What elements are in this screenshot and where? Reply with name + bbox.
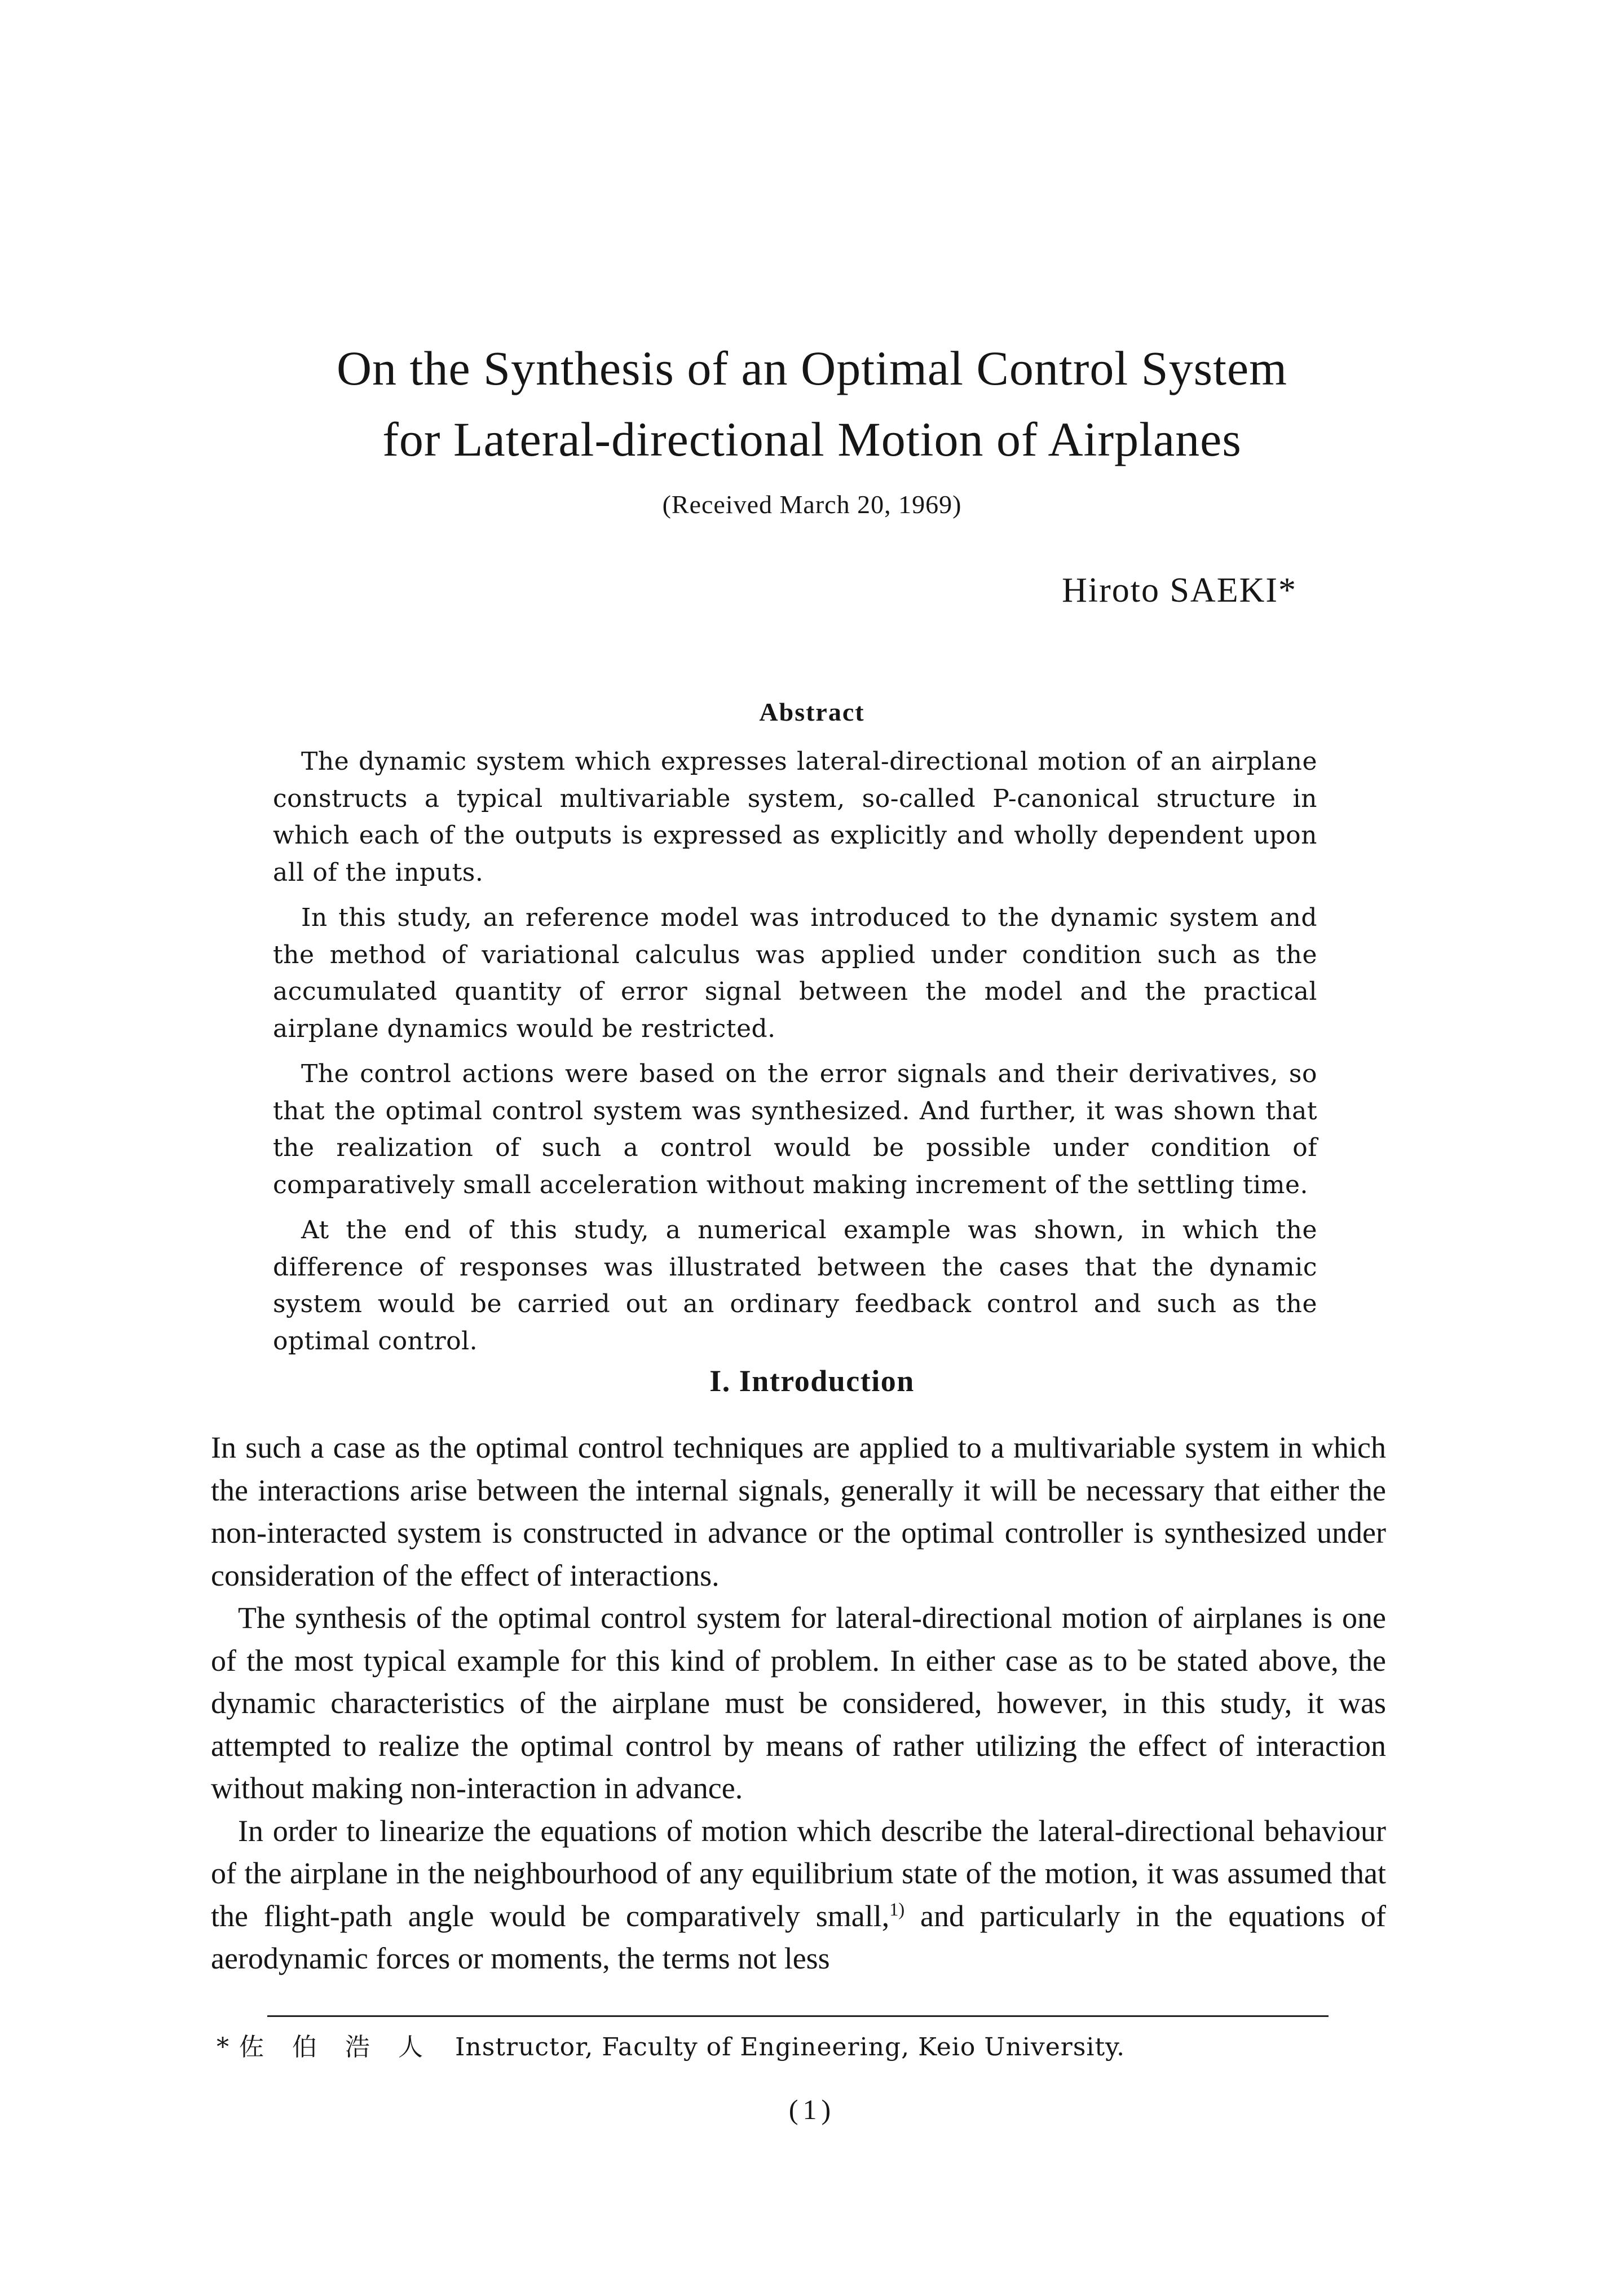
- author-name: Hiroto SAEKI*: [1062, 571, 1297, 610]
- abstract-paragraph: In this study, an reference model was introduced to the dynamic system and the method of variational calculus was applied under condition such as the accumulated quantity of error signal between the model and the practical airplane dynamics would be restricted.: [273, 903, 1317, 1043]
- footnote-affiliation: Instructor, Faculty of Engineering, Keio University.: [454, 2033, 1126, 2062]
- introduction-body: [211, 1427, 1386, 1980]
- abstract-body: [273, 743, 1317, 1368]
- footnote-author-name: *佐 伯 浩 人: [217, 2033, 433, 2062]
- introduction-paragraph: [211, 1810, 1386, 1980]
- paper-title-line-1: On the Synthesis of an Optimal Control System: [336, 341, 1288, 395]
- abstract-paragraph: At the end of this study, a numerical example was shown, in which the difference of responses was illustrated between the cases that the dynamic system would be carried out an ordinary feedback control and such as the optimal control.: [273, 1216, 1317, 1356]
- abstract-paragraph: The dynamic system which expresses lateral-directional motion of an airplane constructs a typical multivariable system, so-called P-canonical structure in which each of the outputs is expressed as explicitly and wholly dependent upon all of the inputs.: [273, 747, 1317, 887]
- received-date: (Received March 20, 1969): [662, 490, 962, 519]
- footnote-divider: [267, 2015, 1329, 2017]
- introduction-paragraph-text: In order to linearize the equations of motion which describe the lateral-directional behaviour of the airplane in the neighbourhood of any equilibrium state of the motion, it was assumed that the flight-path angle would be comparatively small,: [211, 1813, 1386, 1933]
- paper-title-line-2: for Lateral-directional Motion of Airplanes: [382, 412, 1242, 466]
- introduction-paragraph: In such a case as the optimal control techniques are applied to a multivariable system in which the interactions arise between the internal signals, generally it will be necessary that either the non-interacted system is constructed in advance or the optimal controller is synthesized under consideration of the effect of interactions.: [211, 1431, 1386, 1592]
- abstract-heading: Abstract: [759, 698, 865, 726]
- introduction-heading: I. Introduction: [709, 1364, 915, 1398]
- introduction-paragraph: The synthesis of the optimal control system for lateral-directional motion of airplanes is one of the most typical example for this kind of problem. In either case as to be stated above, the dynamic characteristics of the airplane must be considered, however, in this study, it was attempted to realize the optimal control by means of rather utilizing the effect of interaction without making non-interaction in advance.: [211, 1601, 1386, 1805]
- reference-marker: 1): [889, 1899, 905, 1920]
- footnote: [217, 2027, 1125, 2063]
- introduction-paragraph-continuation: and particularly in the equations of aerodynamic forces or moments, the terms not less: [211, 1899, 1386, 1975]
- abstract-paragraph: The control actions were based on the error signals and their derivatives, so that the optimal control system was synthesized. And further, it was shown that the realization of such a control would be possible under condition of comparatively small acceleration without making increment of the settling time.: [273, 1060, 1317, 1199]
- page-number: (1): [788, 2094, 836, 2125]
